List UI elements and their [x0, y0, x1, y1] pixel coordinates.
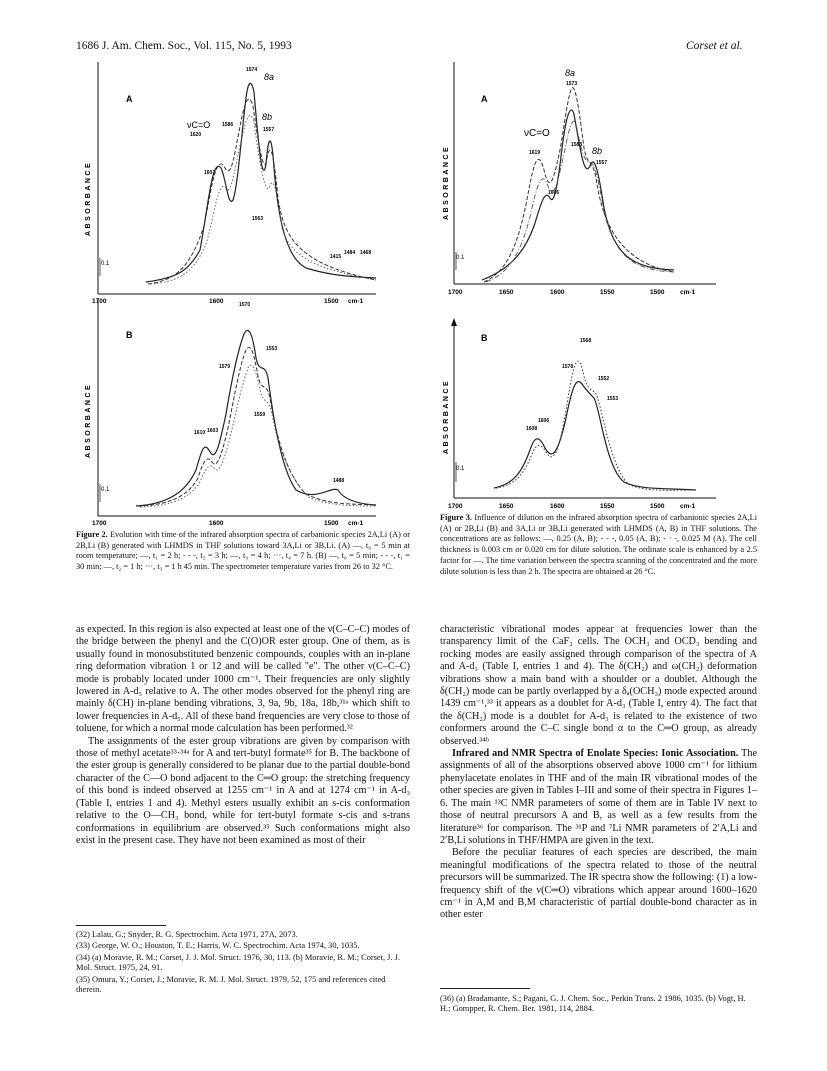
- panel-b-annotation: 1570: [239, 302, 251, 308]
- panel-a-scale: 0.1: [101, 261, 110, 267]
- panel-b-annotation: 1603: [207, 428, 219, 434]
- figure-3-caption-text: Influence of dilution on the infrared absorption spectra of carbanionic species 2A,Li (A) or 2B,Li (B) and 3A,Li or 3B,Li generated with LHMDS (A, B) in THF solutions. The concentrations are as follows: —, 0.25 (A, B); - - -, 0.05 (A, B); - · -, 0.025 M (A). The cell thickness is 0.003 cm or 0.020 cm for dilute solution. The ordinate scale is enhanced by a 2.5 factor for —. The time variation between the spectra scanning of the concentrated and the more dilute solution is less than 2 h. The spectra are obtained at 26 °C.: [440, 513, 758, 576]
- panel-b-annotation: 1568: [580, 338, 592, 344]
- panel-a-xtick: 1550: [600, 289, 615, 296]
- panel-b-xunit: cm-1: [680, 503, 696, 510]
- reference: (32) Lalau, G.; Snyder, R. G. Spectrochim. Acta 1971, 27A, 2073.: [76, 930, 298, 939]
- panel-a-xtick: 1600: [550, 289, 565, 296]
- reference: (35) Omura, Y.; Corset, J.; Moravie, R. M. J. Mol. Struct. 1979, 52, 175 and references cited therein.: [76, 974, 386, 995]
- panel-b-annotation: 1606: [538, 418, 550, 424]
- figure-3-caption: [440, 513, 757, 577]
- figure-2-panel-a: [85, 62, 376, 305]
- panel-a-xunit: cm-1: [348, 298, 364, 305]
- panel-a-xtick: 1500: [650, 289, 665, 296]
- right-references: [440, 994, 757, 1016]
- panel-a-ylabel: ABSORBANCE: [85, 160, 92, 236]
- left-column: [76, 624, 410, 847]
- figure-2: [76, 58, 416, 528]
- panel-b-annotation: 1610: [194, 430, 206, 436]
- panel-a-annotation: 8b: [262, 112, 273, 122]
- figure-2-panel-b: [85, 298, 376, 527]
- panel-a-annotation: νC=O: [524, 128, 550, 139]
- panel-a-xtick: 1650: [499, 289, 514, 296]
- panel-a-annotation: 1586: [222, 122, 234, 128]
- panel-b-annotation: 1579: [219, 364, 231, 370]
- panel-b-xtick: 1600: [209, 520, 224, 527]
- panel-a-annotation: 1557: [263, 127, 275, 133]
- running-header-left: 1686 J. Am. Chem. Soc., Vol. 115, No. 5, 1993: [76, 40, 292, 52]
- footnote-rule: [76, 925, 166, 926]
- body-paragraph: as expected. In this region is also expected at least one of the ν(C–C–C) modes of the bridge between the phenyl and the C(O)OR ester group. One of them, as is usually found in monosubstituted benzenic compounds, couples with an in-plane ring deformation vibration 1 or 12 and will be called "e". The other ν(C–C–C) mode is probably located under 1000 cm⁻¹. Their frequencies are only slightly lowered in A-d₅ relative to A. The other modes observed for the phenyl ring are mainly δ(CH) in-plane bending vibrations, 3, 9a, 9b, 18a, 18b,³¹ᵃ which shift to lower frequencies in A-d₅. All of these band frequencies are very close to those of toluene, for which a normal mode calculation has been performed.³²: [76, 624, 410, 735]
- section-heading: Infrared and NMR Spectra of Enolate Species: Ionic Association.: [452, 748, 739, 760]
- panel-a-annotation: 1607: [204, 170, 216, 176]
- reference: (36) (a) Bradamante, S.; Pagani, G. J. Chem. Soc., Perkin Trans. 2 1986, 1035. (b) Vogt, H. H.; Gompper, R. Chem. Ber. 1981, 114, 2884.: [440, 994, 746, 1014]
- panel-a-annotation: 1574: [246, 67, 258, 73]
- panel-b-xtick: 1700: [92, 520, 107, 527]
- body-paragraph: Before the peculiar features of each species are described, the main meaningful modifications of the spectra related to those of the neutral precursors will be summarized. The IR spectra show the following: (1) a low-frequency shift of the ν(C═O) vibrations which appear around 1600–1620 cm⁻¹ in A,M and B,M characteristic of partial double-bond character as in other ester: [440, 847, 757, 921]
- panel-b-label: B: [126, 330, 133, 340]
- figure-3-panel-a: [443, 62, 716, 296]
- panel-a-label: A: [481, 94, 488, 104]
- panel-a-annotation: 1468: [360, 250, 372, 256]
- panel-b-scale: 0.1: [456, 466, 465, 472]
- body-paragraph: The assignments of the ester group vibrations are given by comparison with those of methyl acetate³³·³⁴ᵃ for A and tert-butyl formate³⁵ for B. The backbone of the ester group is generally considered to be planar due to the partial double-bond character of the C—O bond adjacent to the C═O group: the stretching frequency of this bond is indeed observed at 1255 cm⁻¹ in A and at 1274 cm⁻¹ in A-d₃ (Table I, entries 1 and 4). Methyl esters usually exhibit an s-cis conformation relative to the O—CH₃ bond, while for tert-butyl formate s-cis and s-trans conformations in equilibrium are observed.³⁵ Such conformations might also exist in the present case. They have not been examined as most of their: [76, 735, 410, 846]
- panel-b-annotation: 1578: [562, 364, 574, 370]
- panel-a-annotation: 1484: [344, 250, 356, 256]
- panel-b-xtick: 1500: [324, 520, 339, 527]
- panel-a-annotation: 8a: [565, 68, 576, 78]
- panel-a-annotation: 1557: [596, 160, 608, 166]
- panel-b-label: B: [481, 333, 488, 343]
- panel-a-annotation: 8b: [592, 146, 603, 156]
- panel-b-xtick: 1500: [650, 503, 665, 510]
- figure-2-caption-text: Evolution with time of the infrared absorption spectra of carbanionic species 2A,Li (A) or 2B,Li (B) generated with LHMDS in THF solutions toward 3A,Li or 3B,Li. (A) —, t₀ = 5 min at room temperature; —, t₁ = 2 h; - - -, t₂ = 3 h; —, t₃ = 4 h; ···, t₄ = 7 h. (B) —, t₀ = 5 min; - - -, t₁ = 30 min; —, t₂ = 1 h; ···, t₃ = 1 h 45 min. The spectrometer temperature varies from 26 to 32 °C.: [76, 530, 410, 572]
- panel-a-label: A: [126, 94, 133, 104]
- figure-3: [434, 58, 734, 510]
- figure-2-caption-label: Figure 2.: [76, 530, 108, 539]
- body-text: The assignments of all of the absorptions observed above 1000 cm⁻¹ for lithium phenylacetate enolates in THF and of the main IR vibrational modes of the other species are given in Tables I–III and some of their spectra in Figures 1–6. The main ¹³C NMR parameters of some of them are in Table IV next to those of neutral precursors A and B, as well as a few results from the literature³⁶ for comparison. The ³¹P and ⁷Li NMR parameters of 2′A,Li and 2′B,Li solutions in THF/HMPA are given in the text.: [440, 748, 757, 846]
- panel-a-annotation: 1415: [330, 254, 342, 260]
- panel-a-annotation: 1573: [566, 81, 578, 87]
- panel-b-annotation: 1552: [598, 376, 610, 382]
- panel-a-ylabel: ABSORBANCE: [443, 144, 450, 220]
- panel-b-xunit: cm-1: [348, 520, 364, 527]
- panel-a-annotation: 1563: [252, 216, 264, 222]
- panel-a-annotation: 8a: [264, 72, 275, 82]
- panel-a-annotation: 1619: [529, 150, 541, 156]
- reference: (33) George, W. O.; Houston, T. E.; Harris, W. C. Spectrochim. Acta 1974, 30, 1035.: [76, 941, 360, 951]
- panel-a-xtick: 1700: [92, 298, 107, 305]
- panel-b-scale: 0.1: [101, 487, 110, 493]
- right-column: [440, 624, 757, 922]
- panel-b-xtick: 1600: [550, 503, 565, 510]
- panel-b-xtick: 1550: [600, 503, 615, 510]
- running-header-right: Corset et al.: [686, 40, 743, 52]
- body-paragraph: [440, 748, 757, 847]
- panel-b-xtick: 1650: [499, 503, 514, 510]
- left-references: [76, 930, 410, 996]
- panel-a-annotation: νC=O: [187, 120, 211, 130]
- reference: (34) (a) Moravie, R. M.; Corset, J. J. Mol. Struct. 1976, 30, 113. (b) Moravie, R. M.; Corset, J. J. Mol. Struct. 1975, 24, 91.: [76, 952, 400, 973]
- panel-a-annotation: 1583: [571, 142, 583, 148]
- panel-b-ylabel: ABSORBANCE: [85, 382, 92, 458]
- figure-3-caption-label: Figure 3.: [440, 513, 472, 522]
- panel-a-annotation: 1606: [548, 190, 560, 196]
- figure-2-caption: [76, 530, 410, 573]
- panel-a-annotation: 1620: [190, 132, 202, 138]
- panel-a-xtick: 1600: [209, 298, 224, 305]
- figure-3-panel-b: [443, 318, 716, 510]
- panel-a-scale: 0.1: [456, 255, 465, 261]
- panel-a-xtick: 1500: [324, 298, 339, 305]
- panel-a-xtick: 1700: [448, 289, 463, 296]
- body-paragraph: characteristic vibrational modes appear at frequencies lower than the transparency limit of the CaF₂ cells. The OCH₃ and OCD₃ bending and rocking modes are easily assigned through comparison of the spectra of A and A-d₃ (Table I, entries 1 and 4). The δ(CH₂) and ω(CH₂) deformation vibrations show a main band with a shoulder or a doublet. Although the δ(CH₂) mode can be partly overlapped by a δₐ(OCH₃) mode expected around 1439 cm⁻¹,³³ it appears as a doublet for A-d₃ (Table I, entry 4). The fact that the δ(CH₂) mode is a doublet for A-d₃ is related to the existence of two conformers around the C–C single bond α to the C═O group, as already observed.³⁴ᵇ: [440, 624, 757, 747]
- panel-b-annotation: 1553: [607, 396, 619, 402]
- panel-b-annotation: 1608: [526, 426, 538, 432]
- panel-b-ylabel: ABSORBANCE: [443, 378, 450, 454]
- panel-b-annotation: 1559: [254, 412, 266, 418]
- panel-b-annotation: 1553: [266, 346, 278, 352]
- panel-a-xunit: cm-1: [680, 289, 696, 296]
- footnote-rule: [440, 988, 530, 989]
- panel-b-xtick: 1700: [448, 503, 463, 510]
- panel-b-annotation: 1488: [333, 478, 345, 484]
